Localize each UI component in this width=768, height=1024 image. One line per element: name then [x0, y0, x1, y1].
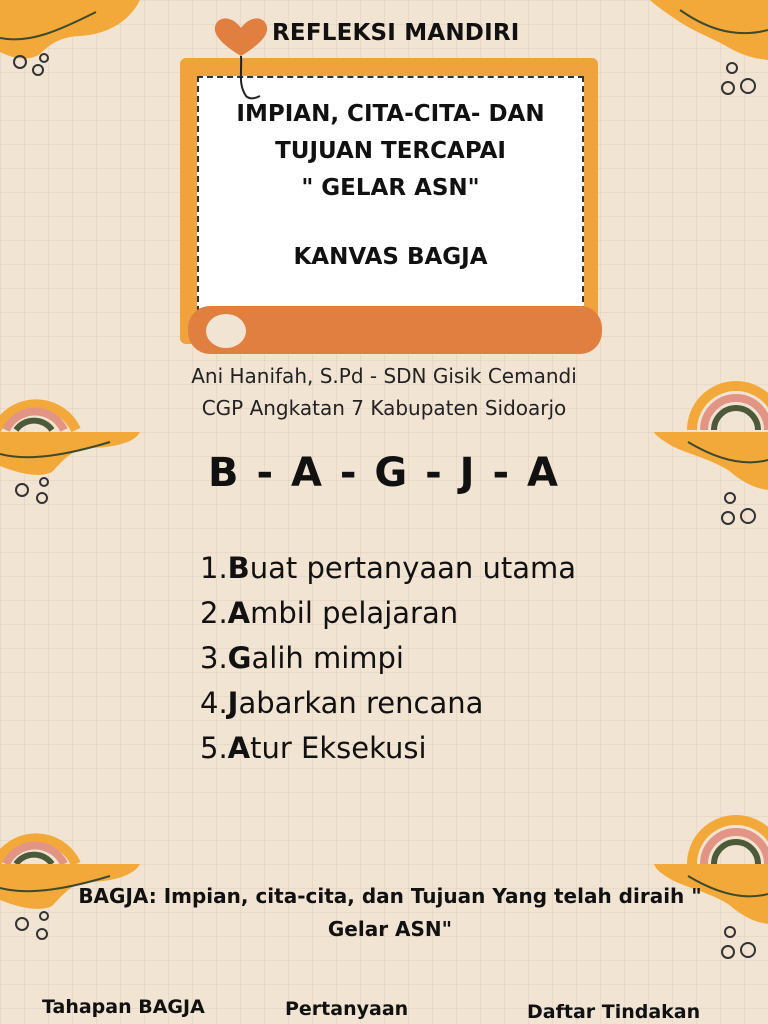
- column-header-tahapan: Tahapan BAGJA: [42, 996, 205, 1018]
- frame-heading: [197, 96, 584, 276]
- scroll-curl: [206, 314, 246, 348]
- frame-heading-line-4: KANVAS BAGJA: [293, 244, 488, 270]
- scroll-roll: [188, 306, 602, 354]
- list-item: 1.Buat pertanyaan utama: [200, 551, 577, 585]
- heart-icon: [208, 12, 274, 104]
- list-item: 3.Galih mimpi: [200, 641, 404, 675]
- author-name: Ani Hanifah, S.Pd - SDN Gisik Cemandi: [191, 364, 577, 388]
- column-header-pertanyaan: Pertanyaan: [285, 998, 409, 1020]
- steps-list: [200, 546, 576, 771]
- page-title: REFLEKSI MANDIRI: [272, 20, 520, 46]
- decorative-blob-top-right: [650, 0, 768, 100]
- list-item: 5.Atur Eksekusi: [200, 731, 427, 765]
- summary-line-1: BAGJA: Impian, cita-cita, dan Tujuan Yang telah diraih ": [78, 884, 702, 908]
- summary-line-2: Gelar ASN": [327, 917, 453, 941]
- frame-heading-line-2: TUJUAN TERCAPAI: [275, 138, 506, 164]
- frame-heading-line-1: IMPIAN, CITA-CITA- DAN: [236, 101, 545, 127]
- acronym-heading: B - A - G - J - A: [208, 450, 560, 496]
- author-cohort: CGP Angkatan 7 Kabupaten Sidoarjo: [201, 396, 567, 420]
- summary-text: [40, 880, 740, 946]
- list-item: 2.Ambil pelajaran: [200, 596, 459, 630]
- decorative-blob-top-left: [0, 0, 140, 80]
- list-item: 4.Jabarkan rencana: [200, 686, 484, 720]
- column-header-tindakan: Daftar Tindakan: [527, 1001, 701, 1023]
- frame-heading-line-3: " GELAR ASN": [301, 175, 480, 201]
